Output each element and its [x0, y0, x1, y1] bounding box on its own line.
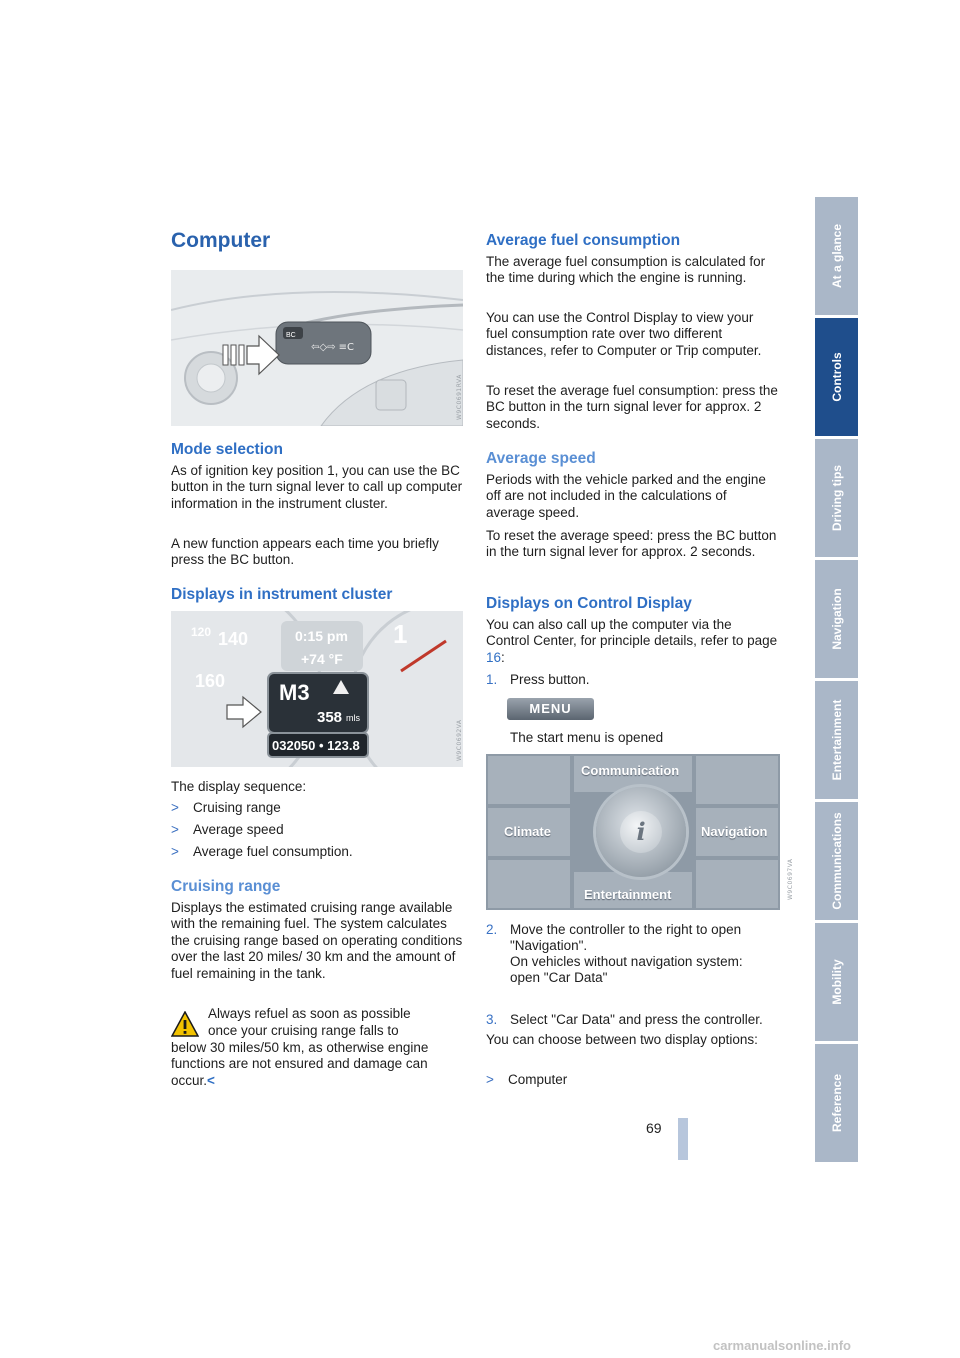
sequence-item: > Average fuel consumption.: [171, 844, 353, 859]
mode-selection-text-2: A new function appears each time you briefly press the BC button.: [171, 536, 439, 568]
warning-end-mark: <: [207, 1072, 215, 1088]
menu-item-communication[interactable]: Communication: [581, 763, 680, 778]
cluster-time: 0:15 pm: [295, 628, 348, 644]
cluster-temp: +74 °F: [301, 651, 343, 667]
sequence-intro: The display sequence:: [171, 779, 307, 794]
instrument-cluster-figure: [171, 611, 463, 767]
step-1: 1. Press button.: [486, 672, 590, 687]
step-1-result: The start menu is opened: [510, 730, 664, 745]
cluster-range: 358: [317, 709, 343, 726]
menu-item-navigation[interactable]: Navigation: [701, 824, 768, 839]
sequence-item: > Cruising range: [171, 800, 281, 815]
control-display-text: You can also call up the computer via the Control Center, for principle details, refer to page 16:: [486, 617, 778, 665]
step-2: 2. Move the controller to the right to open "Navigation". On vehicles without navigation system: open "Car Data": [486, 922, 743, 985]
lever-illustration: [171, 270, 463, 426]
tab-at-a-glance[interactable]: At a glance: [815, 197, 858, 315]
figure-code: W9C0692VA: [456, 719, 463, 761]
menu-button[interactable]: MENU: [507, 698, 594, 720]
tab-navigation[interactable]: Navigation: [815, 560, 858, 678]
avg-fuel-heading: Average fuel consumption: [486, 232, 681, 249]
cluster-speed-mark-2: 140: [218, 629, 249, 649]
menu-item-entertainment[interactable]: Entertainment: [584, 887, 672, 902]
page-number: 69: [646, 1120, 662, 1136]
page-number-bar: [678, 1118, 688, 1160]
menu-item-climate[interactable]: Climate: [504, 824, 551, 839]
tab-controls[interactable]: Controls: [815, 318, 858, 436]
mode-selection-text-1: As of ignition key position 1, you can use the BC button in the turn signal lever to call up computer information in the instrument cluster.: [171, 463, 463, 511]
tab-communications[interactable]: Communications: [815, 802, 858, 920]
cluster-odometer: 032050 • 123.8: [272, 738, 360, 753]
mode-selection-heading: Mode selection: [171, 441, 283, 458]
chapter-tabs: [815, 197, 858, 1165]
cluster-speed-mark-1: 120: [191, 625, 212, 639]
avg-fuel-text-3: To reset the average fuel consumption: press the BC button in the turn signal lever for approx. 2 seconds.: [486, 383, 778, 431]
figure-code: W9C0691RVA: [456, 374, 463, 420]
option-item: > Computer: [486, 1072, 568, 1087]
sequence-item: > Average speed: [171, 822, 284, 837]
info-icon[interactable]: i: [620, 811, 662, 853]
cluster-rpm-mark: 1: [393, 619, 408, 649]
avg-fuel-text-2: You can use the Control Display to view your fuel consumption rate over two different distances, refer to Computer or Trip computer.: [486, 310, 762, 358]
control-display-heading: Displays on Control Display: [486, 595, 692, 612]
avg-speed-text-2: To reset the average speed: press the BC button in the turn signal lever for approx. 2 seconds.: [486, 528, 777, 560]
watermark: carmanualsonline.info: [713, 1338, 851, 1353]
avg-speed-heading: Average speed: [486, 450, 596, 467]
cluster-gear: M3: [279, 680, 310, 705]
tab-entertainment[interactable]: Entertainment: [815, 681, 858, 799]
warning-icon: [171, 1011, 199, 1037]
svg-text:⇦◇⇨ ≡C: ⇦◇⇨ ≡C: [311, 342, 354, 353]
page-link[interactable]: 16: [486, 649, 502, 665]
cruising-range-heading: Cruising range: [171, 878, 281, 895]
warning-line-1: Always refuel as soon as possible: [208, 1006, 411, 1021]
avg-speed-text-1: Periods with the vehicle parked and the engine off are not included in the calculations of average speed.: [486, 472, 766, 520]
warning-text: below 30 miles/50 km, as otherwise engine functions are not ensured and damage can occur.<: [171, 1040, 429, 1088]
start-menu-figure: [486, 754, 780, 910]
page-title: Computer: [171, 229, 271, 252]
svg-text:BC: BC: [286, 332, 296, 339]
tab-reference[interactable]: Reference: [815, 1044, 858, 1162]
displays-heading: Displays in instrument cluster: [171, 586, 393, 603]
turn-signal-lever-figure: [171, 270, 463, 426]
tab-driving-tips[interactable]: Driving tips: [815, 439, 858, 557]
figure-code: W9C0697VA: [787, 858, 794, 900]
step-3: 3. Select "Car Data" and press the controller.: [486, 1012, 763, 1027]
cruising-range-text: Displays the estimated cruising range available with the remaining fuel. The system calculates the cruising range based on operating conditions over the last 20 miles/ 30 km and the amount of fuel remaining in the tank.: [171, 900, 463, 981]
cluster-speed-mark-3: 160: [195, 671, 226, 691]
tab-mobility[interactable]: Mobility: [815, 923, 858, 1041]
options-intro: You can choose between two display options:: [486, 1032, 758, 1047]
cluster-range-unit: mls: [346, 713, 360, 723]
avg-fuel-text-1: The average fuel consumption is calculated for the time during which the engine is running.: [486, 254, 766, 286]
warning-line-2: once your cruising range falls to: [208, 1023, 399, 1038]
